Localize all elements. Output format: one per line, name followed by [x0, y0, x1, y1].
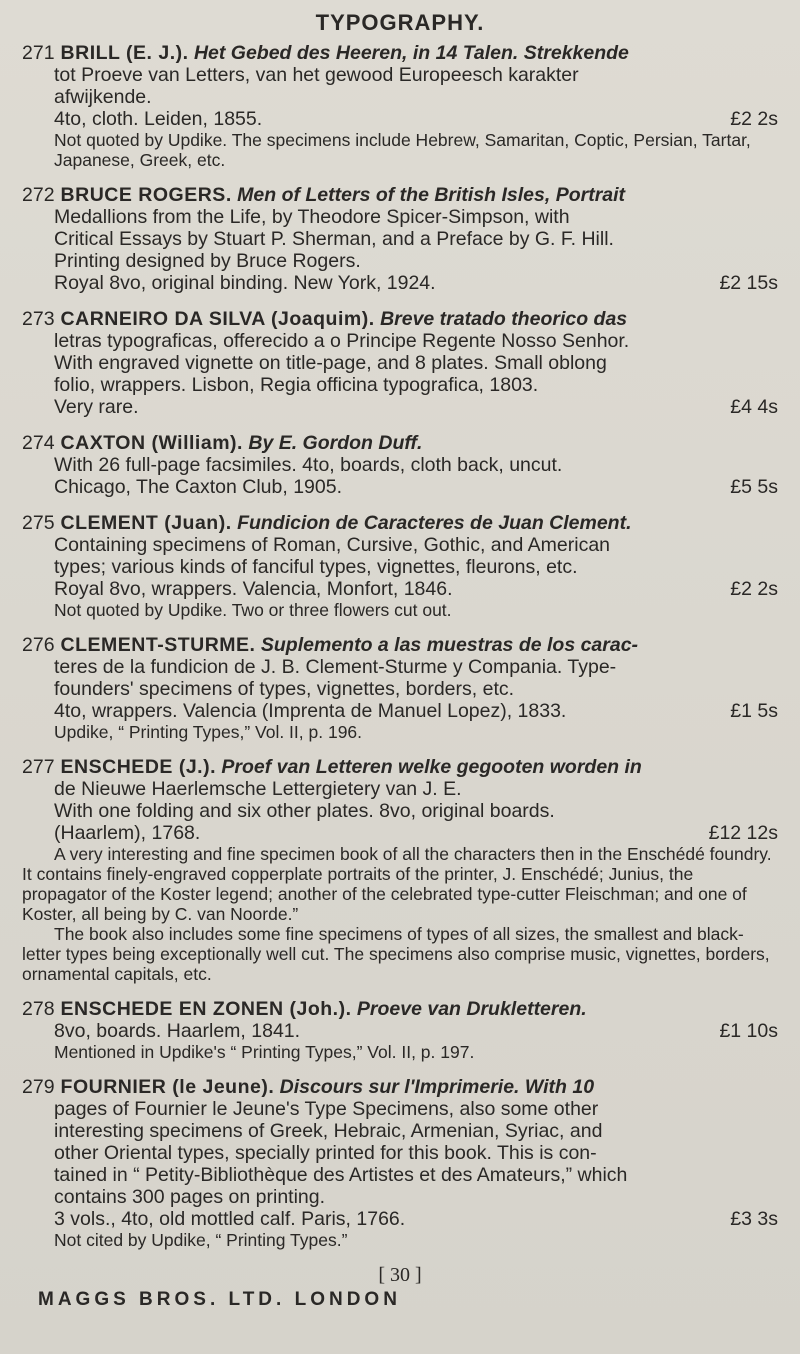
entry-description-line: folio, wrappers. Lisbon, Regia officina typografica, 1803.: [54, 374, 539, 396]
entry-imprint-line: [54, 272, 778, 294]
entry-imprint: Royal 8vo, original binding. New York, 1924.: [54, 272, 436, 294]
entry-description-line: Critical Essays by Stuart P. Sherman, and a Preface by G. F. Hill.: [54, 228, 614, 250]
entry-imprint: Royal 8vo, wrappers. Valencia, Monfort, 1846.: [54, 578, 453, 600]
entry-author: CARNEIRO DA SILVA (Joaquim).: [60, 308, 375, 330]
entry-description-line: afwijkende.: [54, 86, 152, 108]
entry-note: Not cited by Updike, “ Printing Types.”: [54, 1230, 348, 1250]
entry-description-line: tained in “ Petity-Bibliothèque des Artistes et des Amateurs,” which: [54, 1164, 628, 1186]
entry-title-line: Men of Letters of the British Isles, Portrait: [237, 184, 626, 206]
entry-note: Updike, “ Printing Types,” Vol. II, p. 196.: [54, 722, 363, 742]
entry-author: ENSCHEDE (J.).: [60, 756, 216, 778]
entry-heading-line: [22, 634, 778, 656]
catalogue-entry: [22, 42, 778, 170]
lot-number: 278: [22, 998, 55, 1020]
entry-heading-line: [22, 308, 778, 330]
catalogue-entry: [22, 308, 778, 418]
entry-description-line: With one folding and six other plates. 8vo, original boards.: [54, 800, 555, 822]
entry-imprint: 8vo, boards. Haarlem, 1841.: [54, 1020, 301, 1042]
entries-list: [22, 42, 778, 1250]
entry-heading-line: [22, 998, 778, 1020]
entry-imprint: 4to, wrappers. Valencia (Imprenta de Manuel Lopez), 1833.: [54, 700, 567, 722]
catalogue-entry: [22, 998, 778, 1062]
entry-title-line: Het Gebed des Heeren, in 14 Talen. Strekkende: [193, 42, 629, 64]
lot-number: 272: [22, 184, 55, 206]
entry-author: BRUCE ROGERS.: [60, 184, 232, 206]
lot-number: 276: [22, 634, 55, 656]
entry-imprint-line: [54, 1020, 778, 1042]
entry-description-line: contains 300 pages on printing.: [54, 1186, 326, 1208]
entry-description-line: Printing designed by Bruce Rogers.: [54, 250, 361, 272]
entry-price: £3 3s: [730, 1208, 778, 1230]
entry-price: £1 5s: [730, 700, 778, 722]
catalogue-entry: [22, 184, 778, 294]
entry-title-line: Discours sur l'Imprimerie. With 10: [279, 1076, 595, 1098]
catalogue-entry: [22, 1076, 778, 1250]
entry-description-line: tot Proeve van Letters, van het gewood Europeesch karakter: [54, 64, 579, 86]
entry-description-line: de Nieuwe Haerlemsche Lettergietery van J. E.: [54, 778, 462, 800]
entry-heading-line: [22, 432, 778, 454]
entry-imprint-line: [54, 476, 778, 498]
entry-imprint-line: [54, 822, 778, 844]
entry-author: CLEMENT-STURME.: [60, 634, 256, 656]
entry-imprint-line: [54, 578, 778, 600]
entry-note: Mentioned in Updike's “ Printing Types,” Vol. II, p. 197.: [54, 1042, 475, 1062]
entry-imprint: 4to, cloth. Leiden, 1855.: [54, 108, 263, 130]
entry-imprint-line: [54, 1208, 778, 1230]
lot-number: 279: [22, 1076, 55, 1098]
entry-price: £2 2s: [730, 108, 778, 130]
entry-author: CLEMENT (Juan).: [60, 512, 232, 534]
entry-description-line: teres de la fundicion de J. B. Clement-Sturme y Compania. Type-: [54, 656, 617, 678]
lot-number: 277: [22, 756, 55, 778]
entry-description-line: interesting specimens of Greek, Hebraic, Armenian, Syriac, and: [54, 1120, 603, 1142]
lot-number: 274: [22, 432, 55, 454]
entry-description-line: types; various kinds of fanciful types, vignettes, fleurons, etc.: [54, 556, 578, 578]
entry-price: £4 4s: [730, 396, 778, 418]
entry-author: FOURNIER (le Jeune).: [60, 1076, 275, 1098]
entry-imprint: 3 vols., 4to, old mottled calf. Paris, 1766.: [54, 1208, 406, 1230]
entry-description-line: pages of Fournier le Jeune's Type Specimens, also some other: [54, 1098, 599, 1120]
entry-description-line: founders' specimens of types, vignettes, borders, etc.: [54, 678, 515, 700]
entry-title-line: Fundicion de Caracteres de Juan Clement.: [237, 512, 632, 534]
entry-title-line: By E. Gordon Duff.: [248, 432, 423, 454]
entry-imprint: Chicago, The Caxton Club, 1905.: [54, 476, 342, 498]
entry-heading-line: [22, 756, 778, 778]
entry-title-line: Proef van Letteren welke gegooten worden in: [221, 756, 642, 778]
entry-author: BRILL (E. J.).: [60, 42, 189, 64]
entry-imprint-line: [54, 700, 778, 722]
entry-title-line: Proeve van Drukletteren.: [356, 998, 587, 1020]
entry-description-line: letras typograficas, offerecido a o Principe Regente Nosso Senhor.: [54, 330, 630, 352]
entry-heading-line: [22, 42, 778, 64]
entry-note: A very interesting and fine specimen book of all the characters then in the Enschédé foundry. It contains finely-engraved copperplate portraits of the printer, J. Enschédé; Junius, the propagator of the Koster legend; another of the celebrated type-cutter Fleischman; and one of Koster, all being by C. van Noorde.”: [22, 844, 772, 924]
entry-imprint-line: [54, 108, 778, 130]
entry-heading-line: [22, 512, 778, 534]
entry-description-line: With engraved vignette on title-page, and 8 plates. Small oblong: [54, 352, 607, 374]
lot-number: 275: [22, 512, 55, 534]
entry-price: £12 12s: [708, 822, 778, 844]
entry-title-line: Suplemento a las muestras de los carac-: [260, 634, 639, 656]
entry-note: The book also includes some fine specimens of types of all sizes, the smallest and black-letter types being exceptionally well cut. The specimens also comprise music, vignettes, borders, ornamental capitals, etc.: [22, 924, 770, 984]
entry-imprint: Very rare.: [54, 396, 139, 418]
entry-description-line: With 26 full-page facsimiles. 4to, boards, cloth back, uncut.: [54, 454, 563, 476]
catalogue-entry: [22, 432, 778, 498]
entry-note: Not quoted by Updike. The specimens include Hebrew, Samaritan, Coptic, Persian, Tartar, Japanese, Greek, etc.: [54, 130, 751, 170]
entry-heading-line: [22, 1076, 778, 1098]
running-head: TYPOGRAPHY.: [315, 10, 485, 35]
lot-number: 273: [22, 308, 55, 330]
entry-description-line: Medallions from the Life, by Theodore Spicer-Simpson, with: [54, 206, 570, 228]
entry-author: ENSCHEDE EN ZONEN (Joh.).: [60, 998, 352, 1020]
entry-title-line: Breve tratado theorico das: [380, 308, 628, 330]
entry-description-line: other Oriental types, specially printed for this book. This is con-: [54, 1142, 597, 1164]
catalogue-entry: [22, 634, 778, 742]
entry-price: £1 10s: [719, 1020, 778, 1042]
entry-price: £2 15s: [719, 272, 778, 294]
catalogue-entry: [22, 756, 778, 984]
lot-number: 271: [22, 42, 55, 64]
entry-price: £5 5s: [730, 476, 778, 498]
entry-price: £2 2s: [730, 578, 778, 600]
entry-imprint: (Haarlem), 1768.: [54, 822, 201, 844]
publisher-footer: MAGGS BROS. LTD. LONDON: [38, 1289, 401, 1310]
entry-description-line: Containing specimens of Roman, Cursive, Gothic, and American: [54, 534, 611, 556]
entry-heading-line: [22, 184, 778, 206]
catalogue-entry: [22, 512, 778, 620]
entry-note: Not quoted by Updike. Two or three flowers cut out.: [54, 600, 452, 620]
entry-imprint-line: [54, 396, 778, 418]
page-number: [ 30 ]: [378, 1264, 422, 1286]
entry-author: CAXTON (William).: [60, 432, 243, 454]
